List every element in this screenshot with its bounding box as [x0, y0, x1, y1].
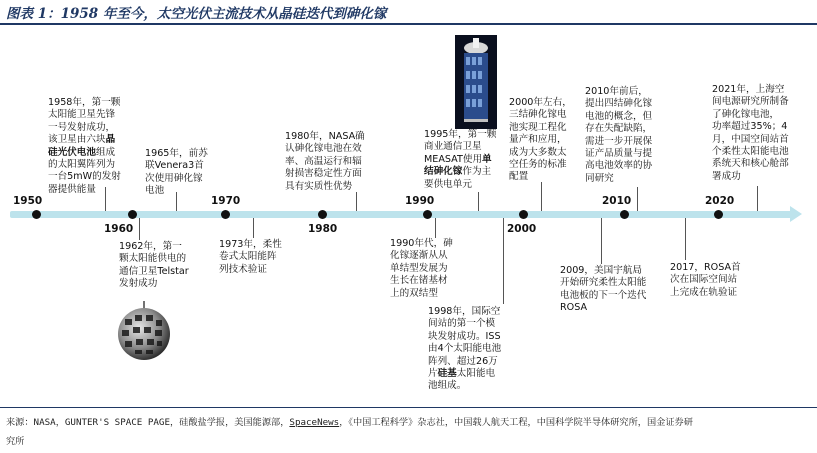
event-2000: 2000年左右， 三结砷化镓电 池实现工程化 量产和应用， 成为大多数太 空任务的标准 配置 — [509, 97, 572, 183]
timeline-dot-1990 — [423, 210, 432, 219]
measat-satellite-image — [455, 35, 497, 129]
year-label-2000: 2000 — [507, 223, 537, 235]
timeline-dot-1960 — [128, 210, 137, 219]
event-1995: 1995年，第一颗 商业通信卫星 MEASAT使用单 结砷化镓作为主 要供电单元 — [424, 129, 497, 190]
event-1990s: 1990年代，砷 化镓逐渐从从 单结型发展为 生长在锗基材 上的双结型 — [390, 238, 453, 299]
timeline-dot-1950 — [32, 210, 41, 219]
timeline-dot-2000 — [519, 210, 528, 219]
event-1998: 1998年，国际空 间站的第一个模 块发射成功。ISS 由4个太阳能电池 阵列、超过26万 片硅基太阳能电 池组成。 — [428, 306, 502, 392]
connector-1958 — [105, 187, 106, 213]
year-label-1950: 1950 — [13, 195, 43, 207]
year-label-1980: 1980 — [308, 223, 338, 235]
timeline-dot-2020 — [714, 210, 723, 219]
source-note: 来源：NASA，GUNTER'S SPACE PAGE，硅酸盐学报，美国能源部，SpaceNews，《中国工程科学》杂志社，中国载人航天工程，中国科学院半导体研究所，国金证券研 究所 — [6, 417, 693, 447]
connector-1998 — [503, 216, 504, 304]
connector-1990s — [435, 216, 436, 238]
event-2021: 2021年，上海空 间电源研究所制备 了砷化镓电池， 功率超过35%；4 月，中国空间站首 个柔性太阳能电池 系统天和核心舱部 署成功 — [712, 84, 789, 182]
year-label-2010: 2010 — [602, 195, 632, 207]
connector-2009 — [601, 216, 602, 264]
year-label-1990: 1990 — [405, 195, 435, 207]
event-1965: 1965年，前苏 联Venera3首 次使用砷化镓 电池 — [145, 148, 208, 197]
telstar-satellite-image — [113, 297, 175, 365]
connector-2017 — [685, 216, 686, 260]
event-2010: 2010年前后， 提出四结砷化镓 电池的概念，但 存在失配缺陷， 需进一步开展保 证产品质量与提 高电池效率的协 同研究 — [585, 86, 653, 184]
connector-1973 — [253, 216, 254, 238]
event-2009: 2009，美国宇航局 开始研究柔性太阳能 电池板的下一个迭代 ROSA — [560, 265, 647, 314]
connector-1962 — [139, 216, 140, 240]
timeline-arrow — [790, 206, 802, 222]
event-1962: 1962年，第一 颗太阳能供电的 通信卫星Telstar 发射成功 — [119, 241, 189, 290]
event-1958: 1958年，第一颗 太阳能卫星先锋 一号发射成功， 该卫星由六块晶 硅光伏电池组成 的太阳翼阵列为 一台5mW的发射 器提供能量 — [48, 97, 121, 195]
timeline-dot-1970 — [221, 210, 230, 219]
event-1973: 1973年，柔性 卷式太阳能阵 列技术验证 — [219, 239, 282, 275]
page-title: 图表 1：1958 年至今，太空光伏主流技术从晶硅迭代到砷化镓 — [6, 6, 387, 22]
year-label-2020: 2020 — [705, 195, 735, 207]
timeline-dot-1980 — [318, 210, 327, 219]
timeline-dot-2010 — [620, 210, 629, 219]
event-1980: 1980年，NASA确 认砷化镓电池在效 率、高温运行和辐 射损害稳定性方面 具有实质性优势 — [285, 131, 365, 192]
event-2017: 2017，ROSA首 次在国际空间站 上完成在轨验证 — [670, 262, 741, 298]
title-divider — [0, 23, 817, 25]
year-label-1970: 1970 — [211, 195, 241, 207]
year-label-1960: 1960 — [104, 223, 134, 235]
footer-divider — [0, 407, 817, 408]
